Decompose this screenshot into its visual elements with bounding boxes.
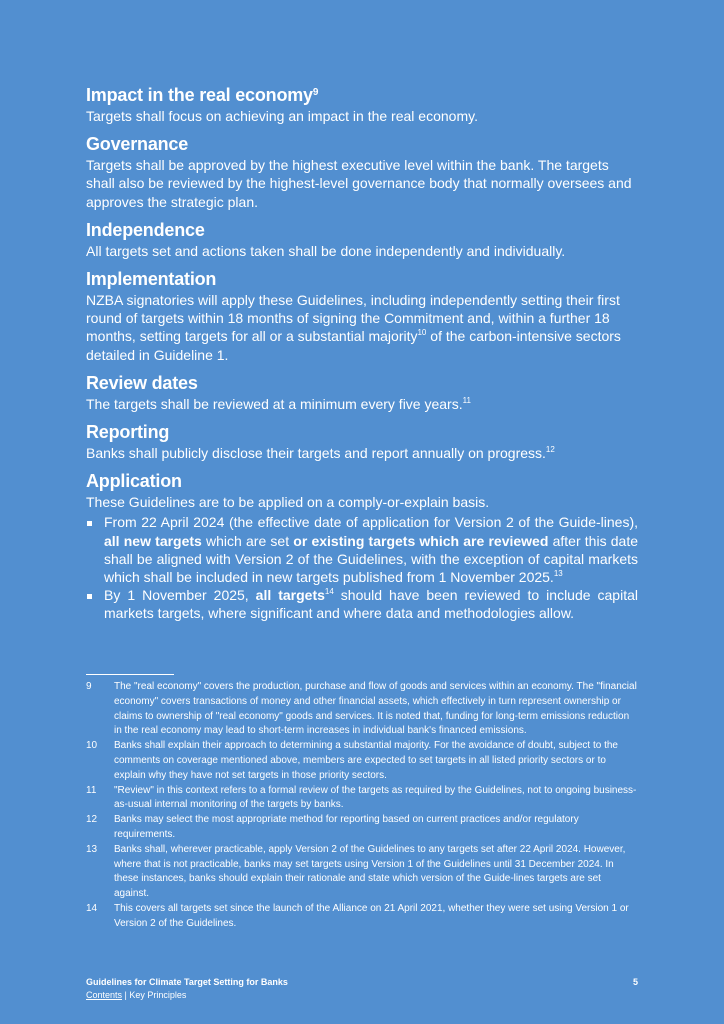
section-body: Targets shall focus on achieving an impact in the real economy. — [86, 108, 478, 124]
section-body: All targets set and actions taken shall be done independently and individually. — [86, 242, 566, 259]
section-independence — [86, 219, 638, 260]
footnote-ref-11[interactable]: 11 — [462, 395, 471, 405]
section-body: NZBA signatories will apply these Guidelines, including independently setting their first round of targets within 18 months of signing the Commitment and, within a further 18 months, setting targets for all or a substantial majority$^{10}$ of the carbon-intensive sectors detailed in Guideline 1. — [86, 292, 621, 363]
section-implementation — [86, 268, 638, 364]
footnote-ref-13[interactable]: 13 — [553, 569, 563, 579]
section-body: Targets shall be approved by the highest executive level within the bank. The targets shall also be reviewed by the highest-level governance body that normally oversees and approves the strategic plan. — [86, 157, 632, 210]
footer-nav — [86, 989, 638, 1002]
section-body: Banks shall publicly disclose their targets and report annually on progress.$^{12}$ — [86, 445, 555, 462]
footnote-number: 9 — [86, 681, 92, 692]
section-body: These Guidelines are to be applied on a comply-or-explain basis. — [86, 494, 490, 511]
footnote — [86, 739, 638, 783]
page-footer — [86, 976, 638, 1002]
footnote — [86, 843, 638, 902]
footnote — [86, 680, 638, 739]
footer-separator: | — [124, 990, 127, 1000]
footnote — [86, 784, 638, 814]
footnote-text: "Review" in this context refers to a formal review of the targets as required by the Guidelines, not to ongoing business-as-usual internal monitoring of the targets by banks. — [114, 784, 637, 811]
section-review-dates — [86, 372, 638, 413]
document-title: Guidelines for Climate Target Setting for Banks — [86, 977, 288, 987]
footnote-text: Banks may select the most appropriate method for reporting based on current practices and/or regulatory requirements. — [114, 814, 579, 840]
footnote-ref-9[interactable]: 9 — [312, 87, 319, 98]
contents-link[interactable]: Contents — [86, 990, 123, 1000]
section-application — [86, 470, 638, 622]
footnote — [86, 813, 638, 843]
list-item: By 1 November 2025, all targets$^{14}$ should have been reviewed to include capital markets targets, where significant and where data and methodologies allow. — [86, 586, 638, 622]
page-number: 5 — [632, 977, 638, 987]
footnote-text: The "real economy" covers the production, purchase and flow of goods and services within an economy. The "financial economy" covers transactions of money and other financial assets, which effectively in turn represent ownership or claims to ownership of "real economy" goods and services. It is noted that, funding for long-term emissions reduction in the real economy may lead to short-term increases in individual bank's financed emissions. — [114, 681, 637, 737]
section-heading: Impact in the real economy$^9$ — [86, 85, 319, 105]
footnote-ref-12[interactable]: 12 — [545, 445, 555, 455]
section-heading: Implementation — [86, 269, 217, 290]
section-heading: Review dates — [86, 372, 198, 393]
list-item: From 22 April 2024 (the effective date of application for Version 2 of the Guide-lines), all new targets which are set or existing targets which are reviewed after this date shall be aligned with Version 2 of the Guidelines, with the exception of capital markets which shall be included in new targets published from 1 November 2025.13 — [86, 513, 638, 586]
section-heading: Application — [86, 471, 182, 492]
footnote-number: 14 — [86, 902, 98, 914]
footnote-number: 10 — [86, 740, 98, 752]
footnote-text: Banks shall, wherever practicable, apply Version 2 of the Guidelines to any targets set after 22 April 2024. However, where that is not practicable, banks may set targets using Version 1 of the Guidelines until 31 December 2024. In these instances, banks should explain their rationale and state which version of the Guide-lines targets are set against. — [114, 843, 626, 900]
footnotes — [86, 680, 638, 932]
section-heading: Independence — [86, 219, 205, 240]
footnote-text: This covers all targets set since the launch of the Alliance on 21 April 2021, whether they were set using Version 1 or Version 2 of the Guidelines. — [114, 902, 629, 929]
footnote-divider — [86, 674, 174, 675]
section-impact — [86, 84, 638, 125]
footnote-text: Banks shall explain their approach to determining a substantial majority. For the avoidance of doubt, subject to the comments on coverage mentioned above, members are expected to set targets in all listed priority sectors or to explain why they have not set targets in those priority sectors. — [114, 740, 618, 781]
footnote-number: 11 — [86, 784, 97, 796]
section-heading: Reporting — [86, 422, 170, 443]
footnote-number: 12 — [86, 814, 98, 826]
main-content — [86, 84, 638, 631]
section-governance — [86, 133, 638, 211]
current-section: Key Principles — [129, 990, 187, 1000]
section-reporting — [86, 421, 638, 462]
section-body: The targets shall be reviewed at a minimum every five years.$^{11}$ — [86, 395, 471, 412]
footnote — [86, 902, 638, 932]
section-heading: Governance — [86, 134, 189, 155]
bullet-list — [86, 513, 638, 622]
footnote-ref-14[interactable]: 14 — [324, 587, 334, 597]
footnote-number: 13 — [86, 843, 98, 855]
footnote-ref-10[interactable]: 10 — [417, 328, 427, 338]
